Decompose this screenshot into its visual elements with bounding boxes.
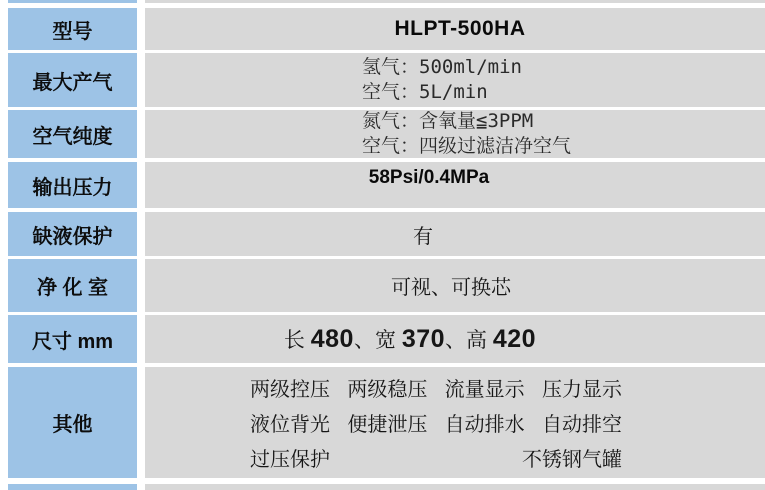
features-line-1 [250, 370, 622, 405]
hydrogen-rate-line: 氢气：500ml/min [362, 56, 522, 78]
output-pressure-label: 输出压力 [8, 162, 137, 208]
feature-auto-drain: 自动排水 [444, 414, 525, 436]
model-value: HLPT-500HA [145, 8, 765, 50]
dim-sep-2: 、高 [445, 329, 493, 352]
dimensions-label: 尺寸 mm [8, 315, 137, 363]
top-row-sliver-label [8, 0, 137, 3]
spec-row-liquid-protection [0, 212, 765, 256]
spec-row-max-gas-output [0, 53, 765, 107]
spec-row-purification-chamber [0, 259, 765, 312]
feature-pressure-control: 两级控压 [250, 379, 330, 401]
features-line-2 [250, 405, 622, 440]
output-pressure-value: 58Psi/0.4MPa [145, 162, 765, 208]
bottom-row-sliver-label [8, 484, 137, 490]
features-line-3 [250, 440, 622, 475]
dimensions-text [284, 324, 536, 354]
feature-pressure-stabilize: 两级稳压 [347, 379, 428, 401]
purification-chamber-label: 净 化 室 [8, 259, 137, 312]
dim-width-value: 370 [401, 325, 446, 353]
nitrogen-purity-line: 氮气：含氧量≦3PPM [362, 110, 534, 132]
dim-length-value: 480 [310, 325, 354, 353]
spec-row-air-purity [0, 110, 765, 158]
feature-pressure-display: 压力显示 [541, 379, 622, 401]
feature-auto-empty: 自动排空 [541, 414, 622, 436]
air-purity-label: 空气纯度 [8, 110, 137, 158]
liquid-protection-value: 有 [145, 212, 765, 256]
max-gas-output-label: 最大产气 [8, 53, 137, 107]
spec-row-other-features [0, 367, 765, 478]
feature-flow-display: 流量显示 [444, 379, 525, 401]
purification-chamber-value: 可视、可换芯 [145, 259, 765, 312]
air-purity-value [145, 110, 765, 158]
dimensions-value [145, 315, 765, 363]
feature-quick-release: 便捷泄压 [347, 414, 428, 436]
spec-row-dimensions [0, 315, 765, 363]
max-gas-output-value [145, 53, 765, 107]
spec-row-model [0, 8, 765, 50]
feature-level-backlight: 液位背光 [250, 414, 330, 436]
other-features-label: 其他 [8, 367, 137, 478]
features-block [250, 370, 622, 475]
liquid-protection-label: 缺液保护 [8, 212, 137, 256]
dim-height-value: 420 [492, 325, 537, 353]
feature-stainless-tank: 不锈钢气罐 [522, 449, 622, 471]
model-label: 型号 [8, 8, 137, 50]
top-row-sliver-value [145, 0, 765, 3]
dim-sep-1: 、宽 [353, 329, 402, 352]
dim-length-label: 长 [283, 329, 311, 352]
air-filter-line: 空气：四级过滤洁净空气 [362, 135, 572, 157]
air-rate-line: 空气：5L/min [362, 81, 488, 103]
bottom-row-sliver-value [145, 484, 765, 490]
feature-overpressure-protection: 过压保护 [250, 449, 330, 471]
other-features-value [145, 367, 765, 478]
spec-row-output-pressure [0, 162, 765, 208]
